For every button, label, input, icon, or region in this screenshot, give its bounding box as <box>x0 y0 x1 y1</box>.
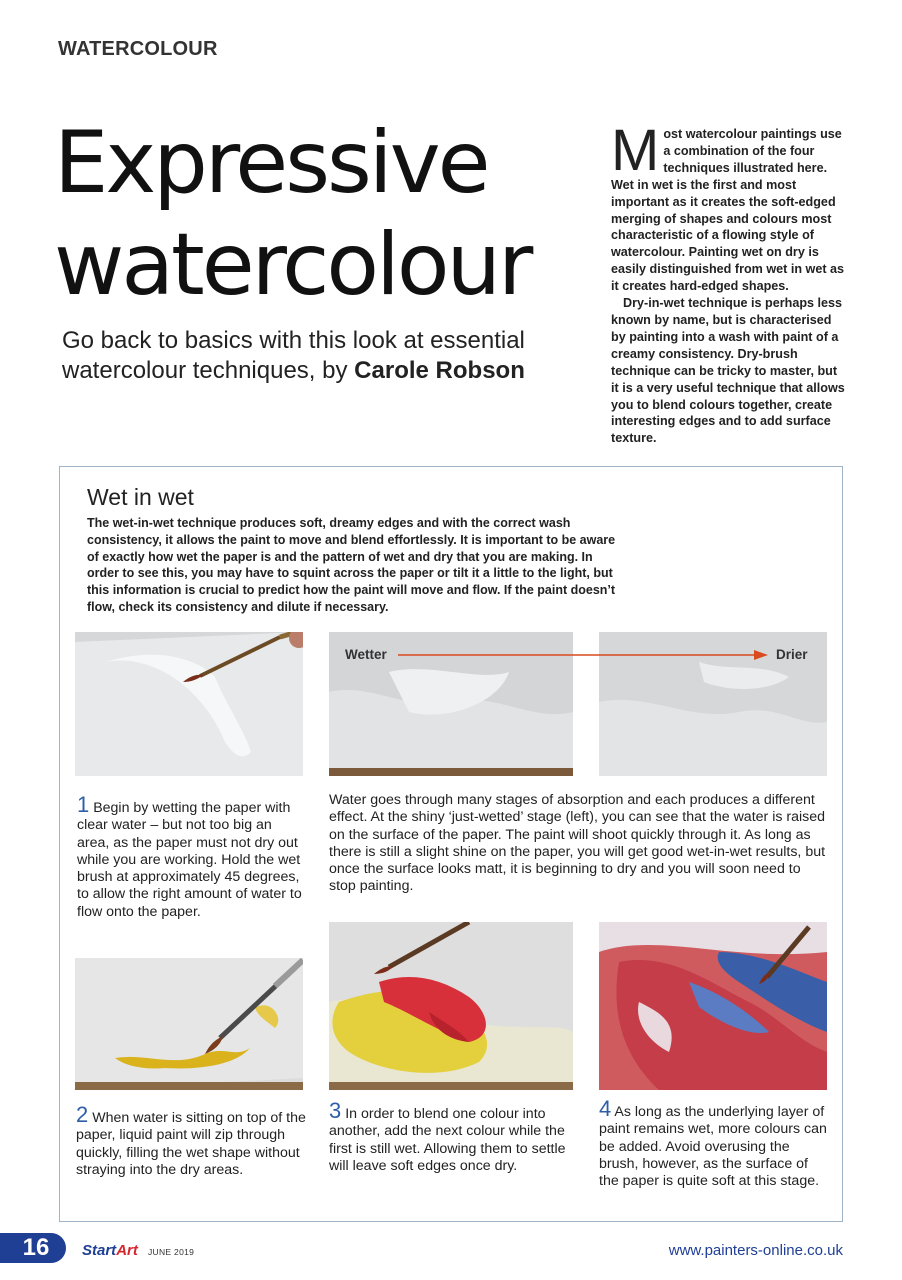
author-name: Carole Robson <box>354 357 525 384</box>
intro-paragraph-1 <box>611 118 847 295</box>
issue-date: JUNE 2019 <box>148 1247 195 1257</box>
layered-colours-illustration <box>599 922 827 1090</box>
step-3-text: In order to blend one colour into another, add the next colour while the first is still wet. Allowing them to settle will leave soft edges once dry. <box>329 1106 566 1174</box>
standfirst <box>62 326 582 386</box>
page-number: 16 <box>0 1233 66 1263</box>
red-into-yellow-illustration <box>329 922 573 1090</box>
arrow-label-wetter: Wetter <box>345 647 387 662</box>
step-4-number: 4 <box>599 1096 612 1121</box>
website-link[interactable]: www.painters-online.co.uk <box>668 1242 843 1259</box>
photo-step-1 <box>75 632 303 776</box>
arrow-label-drier: Drier <box>776 647 808 662</box>
panel-title: Wet in wet <box>87 484 194 510</box>
step-2-number: 2 <box>76 1102 89 1127</box>
step-2-caption <box>76 1102 306 1179</box>
headline <box>54 112 530 316</box>
photo-step-2 <box>75 958 303 1090</box>
headline-line-2: watercolour <box>54 215 531 315</box>
step-2-text: When water is sitting on top of the paper, liquid paint will zip through quickly, filling the wet shape without straying into the dry areas. <box>76 1110 306 1178</box>
photo-step-4 <box>599 922 827 1090</box>
panel-intro: The wet-in-wet technique produces soft, dreamy edges and with the correct wash consistency, it allows the paint to move and blend effortlessly. It is important to be aware of exactly how wet the paper is and the pattern of wet and dry that you are making. In order to see this, you may have to squint across the paper or tilt it a little to the light, but this information is crucial to predict how the paint will move and flow. If the paint doesn’t flow, check its consistency and dilute if necessary. <box>87 516 616 614</box>
step-1-text: Begin by wetting the paper with clear water – but not too big an area, as the paper must not dry out while you are working. Hold the wet brush at approximately 45 degrees, to allow the right amount of water to flow onto the paper. <box>77 800 302 920</box>
step-1-number: 1 <box>77 792 90 817</box>
standfirst-text: Go back to basics with this look at essential watercolour techniques, by <box>62 327 525 384</box>
step-4-caption <box>599 1096 829 1190</box>
drop-cap: M <box>611 118 660 183</box>
step-3-number: 3 <box>329 1098 342 1123</box>
wetness-caption: Water goes through many stages of absorption and each produces a different effect. At the shiny ‘just-wetted’ stage (left), you can see that the water is raised on the surface of the paper. The paint will shoot quickly through it. As long as there is still a slight shine on the paper, you will get good wet-in-wet results, but once the surface looks matt, it is beginning to dry and you will soon need to stop painting. <box>329 792 826 895</box>
section-label: WATERCOLOUR <box>58 38 218 60</box>
logo-art: Art <box>116 1242 138 1259</box>
intro-paragraph-2: Dry-in-wet technique is perhaps less known by name, but is characterised by painting into a wash with paint of a creamy consistency. Dry-brush technique can be tricky to master, but it is a very useful technique that allows you to blend colours together, create interesting edges and to add surface texture. <box>611 296 845 446</box>
wetting-paper-illustration <box>75 632 303 776</box>
step-1-caption <box>77 792 307 921</box>
magazine-logo <box>82 1242 138 1259</box>
intro-text <box>611 118 847 447</box>
intro-paragraph-1-text: ost watercolour paintings use a combination of the four techniques illustrated here. Wet in wet is the first and most important as it creates the soft-edged merging of shapes and colours most characteristic of a flowing style of watercolour. Painting wet on dry is easily distinguished from wet in wet as it creates hard-edged shapes. <box>611 127 845 294</box>
wetness-arrow-icon <box>398 648 768 662</box>
yellow-paint-illustration <box>75 958 303 1090</box>
headline-line-1: Expressive <box>54 113 488 213</box>
step-4-text: As long as the underlying layer of paint remains wet, more colours can be added. Avoid overusing the brush, however, as the surface of the paper is quite soft at this stage. <box>599 1104 827 1190</box>
logo-start: Start <box>82 1242 117 1259</box>
step-3-caption <box>329 1098 573 1175</box>
photo-step-3 <box>329 922 573 1090</box>
